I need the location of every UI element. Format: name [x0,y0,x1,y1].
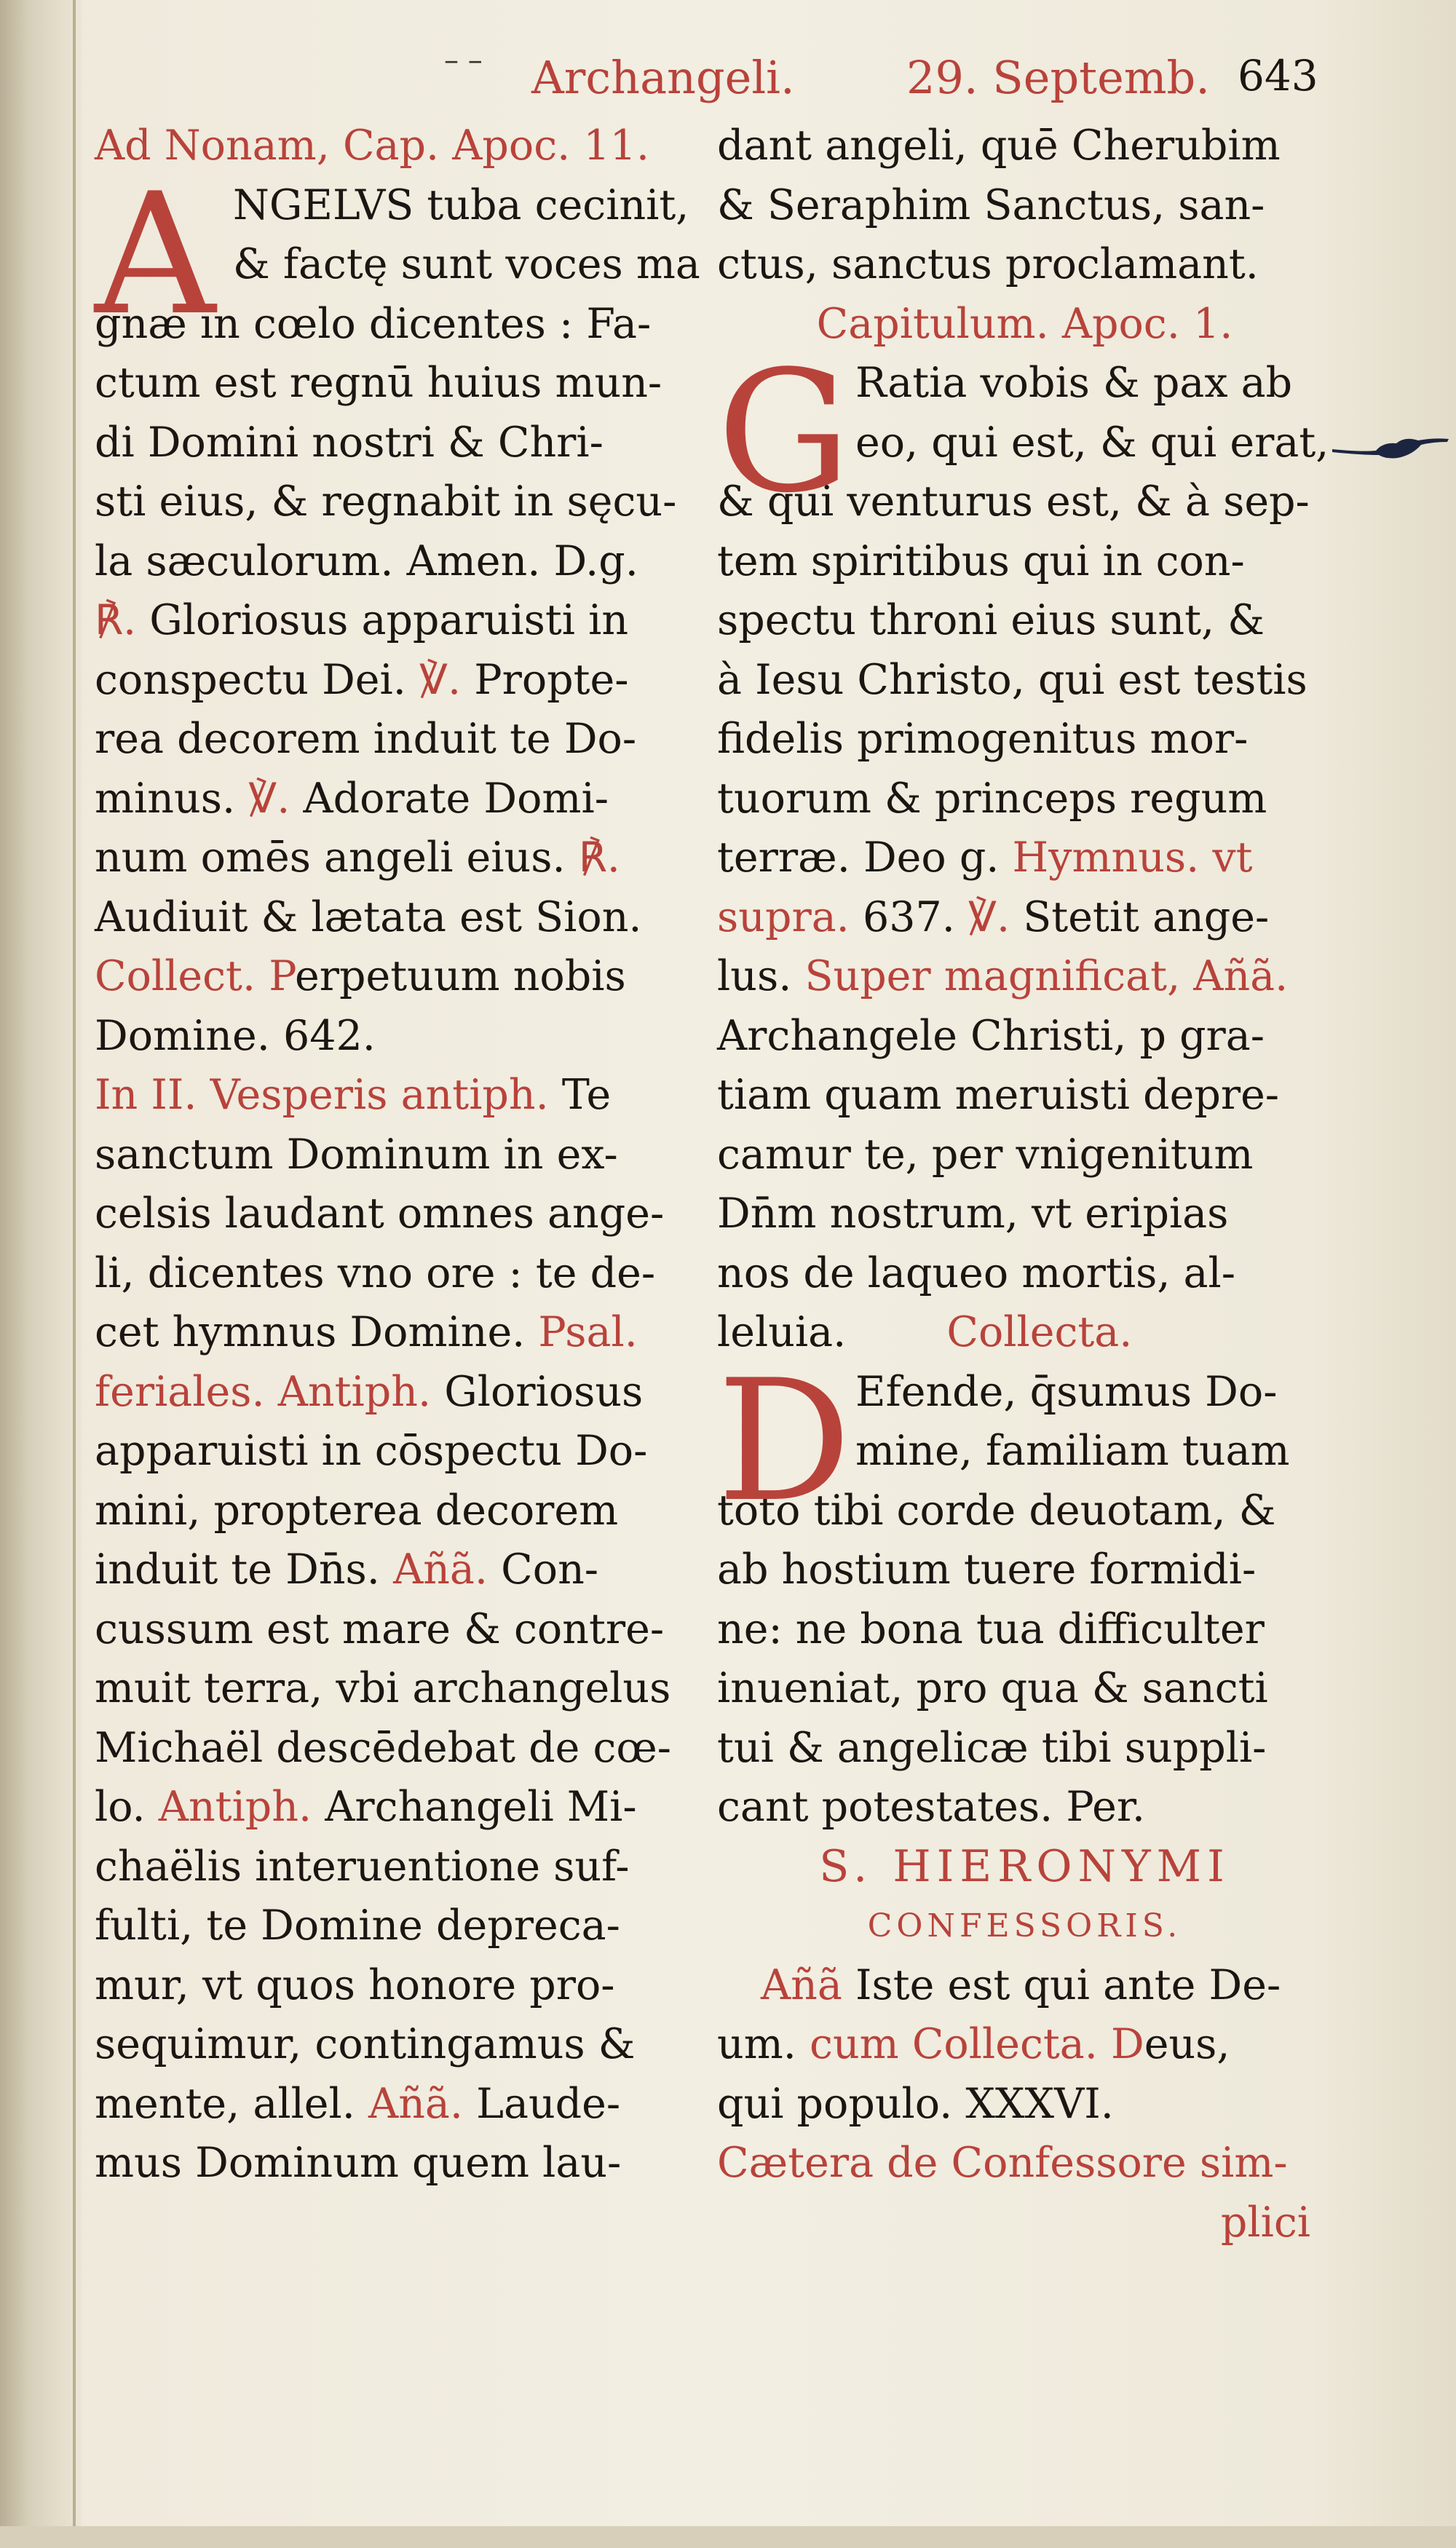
dropcap-a: A [95,157,216,352]
text-line: mini, propterea decorem [95,1486,619,1535]
text-line: tui & angelicæ tibi suppli- [717,1723,1267,1772]
text-line: ne: ne bona tua difficulter [717,1605,1265,1653]
text-line: fulti, te Domine depreca- [95,1902,620,1950]
text-line: lus. Super magnificat, Añã. [717,952,1289,1000]
text-line: li, dicentes vno ore : te de- [95,1249,656,1297]
text-line: tem spiritibus qui in con- [717,537,1245,585]
rubric-antiph: Antiph. [158,1783,312,1831]
text-line: inueniat, pro qua & sancti [717,1664,1268,1712]
text-line: In II. Vesperis antiph. Te [95,1071,612,1119]
heading-ad-nonam: Ad Nonam, Cap. Apoc. 11. [95,122,650,170]
rubric-collect: Collect. [95,952,256,1000]
text-line: toto tibi corde deuotam, & [717,1486,1276,1535]
text-line: conspectu Dei. ℣. Propte- [95,655,629,704]
text-line: supra. 637. ℣. Stetit ange- [717,893,1270,941]
dropcap-g: G [717,336,851,530]
text-line: fidelis primogenitus mor- [717,715,1249,763]
rubric-simplici: plici [1220,2198,1310,2247]
heading-confessoris: CONFESSORIS. [867,1907,1182,1944]
text-line: leluia. Collecta. [717,1308,1133,1356]
text-line: & qui venturus est, & à sep- [717,478,1310,526]
text-line: ctum est regnū huius mun- [95,359,662,407]
text-line: dant angeli, quē Cherubim [717,122,1281,170]
text-line: muit terra, vbi archangelus [95,1664,671,1712]
response-symbol: ℟. [95,596,137,644]
text-line: ab hostium tuere formidi- [717,1546,1257,1594]
text-line: tiam quam meruisti depre- [717,1071,1280,1119]
rubric-feriales: feriales. Antiph. [95,1367,432,1416]
text-line: Efende, q̄sumus Do- [855,1367,1278,1416]
text-line: mur, vt quos honore pro- [95,1961,615,2009]
text-line: nos de laqueo mortis, al- [717,1249,1236,1297]
text-line: um. cum Collecta. Deus, [717,2020,1230,2068]
text-line: Audiuit & lætata est Sion. [95,893,642,941]
text-line: feriales. Antiph. Gloriosus [95,1367,644,1416]
text-line: ctus, sanctus proclamant. [717,240,1259,288]
versicle-symbol: ℣. [248,774,290,823]
running-header [0,29,1456,109]
rubric-magnificat: Super magnificat, Añã. [804,952,1289,1000]
text-line: sanctum Dominum in ex- [95,1130,618,1179]
response-symbol: ℟. [578,834,620,882]
rubric-collecta: Collecta. [946,1308,1133,1356]
gutter-edge [73,0,76,2548]
rubric-psal: Psal. [538,1308,638,1356]
header-dash: – – [444,44,483,77]
text-line: NGELVS tuba cecinit, [233,181,689,229]
ink-blot-mark [1332,433,1449,470]
page-bottom-edge [0,2526,1456,2548]
text-line: Michaël descēdebat de cœ- [95,1723,672,1772]
text-line: camur te, per vnigenitum [717,1130,1254,1179]
text-line: mine, familiam tuam [855,1427,1290,1475]
text-line: eo, qui est, & qui erat, [855,418,1329,467]
rubric-antiphon: Añã. [393,1546,488,1594]
text-line: Collect. Perpetuum nobis [95,952,626,1000]
text-line: tuorum & princeps regum [717,774,1267,823]
rubric-antiphon: Añã. [368,2079,464,2128]
heading-capitulum: Capitulum. Apoc. 1. [816,299,1233,348]
text-line: cet hymnus Domine. Psal. [95,1308,638,1356]
text-line: Archangele Christi, p gra- [717,1011,1265,1060]
text-line: Ratia vobis & pax ab [855,359,1293,407]
book-gutter [0,0,82,2548]
header-date: 29. Septemb. [906,51,1210,104]
right-column [717,116,1332,2252]
heading-hieronymi: S. HIERONYMI [819,1840,1230,1892]
text-line: terræ. Deo g. Hymnus. vt [717,834,1253,882]
text-line: la sæculorum. Amen. D.g. [95,537,638,585]
text-line: spectu throni eius sunt, & [717,596,1265,644]
text-line: mus Dominum quem lau- [95,2139,622,2187]
text-line: num omēs angeli eius. ℟. [95,834,620,882]
text-line: Domine. 642. [95,1011,376,1060]
text-line: qui populo. XXXVI. [717,2079,1114,2128]
text-line: sti eius, & regnabit in sęcu- [95,478,677,526]
text-line: minus. ℣. Adorate Domi- [95,774,609,823]
text-line: gnæ in cœlo dicentes : Fa- [95,299,652,348]
text-line: chaëlis interuentione suf- [95,1842,630,1891]
text-line: & Seraphim Sanctus, san- [717,181,1265,229]
text-line: à Iesu Christo, qui est testis [717,655,1307,704]
rubric-caetera: Cætera de Confessore sim- [717,2139,1288,2187]
versicle-symbol: ℣. [968,893,1010,941]
left-column [95,116,699,2193]
text-line: mente, allel. Añã. Laude- [95,2079,621,2128]
rubric-cum-collecta: cum Collecta. [810,2020,1098,2068]
dropcap-d: D [717,1344,852,1539]
rubric-vespers: In II. Vesperis antiph. [95,1071,549,1119]
text-line: sequimur, contingamus & [95,2020,636,2068]
text-line: ℟. Gloriosus apparuisti in [95,596,629,644]
text-line: celsis laudant omnes ange- [95,1190,665,1238]
text-line: & factę sunt voces ma [233,240,700,288]
text-line: cussum est mare & contre- [95,1605,665,1653]
rubric-supra: supra. [717,893,850,941]
page-number: 643 [1238,51,1318,100]
running-title: Archangeli. [531,51,795,104]
text-line: di Domini nostri & Chri- [95,418,604,467]
text-line: Añã Iste est qui ante De- [717,1956,1332,2016]
versicle-symbol: ℣. [419,655,462,704]
text-line: rea decorem induit te Do- [95,715,637,763]
rubric-antiphon: Añã [761,1961,842,2009]
text-line: induit te Dn̄s. Añã. Con- [95,1546,599,1594]
text-line: Dn̄m nostrum, vt eripias [717,1190,1229,1238]
text-line: cant potestates. Per. [717,1783,1145,1831]
rubric-hymnus: Hymnus. vt [1012,834,1253,882]
text-line: apparuisti in cōspectu Do- [95,1427,648,1475]
text-line: lo. Antiph. Archangeli Mi- [95,1783,637,1831]
